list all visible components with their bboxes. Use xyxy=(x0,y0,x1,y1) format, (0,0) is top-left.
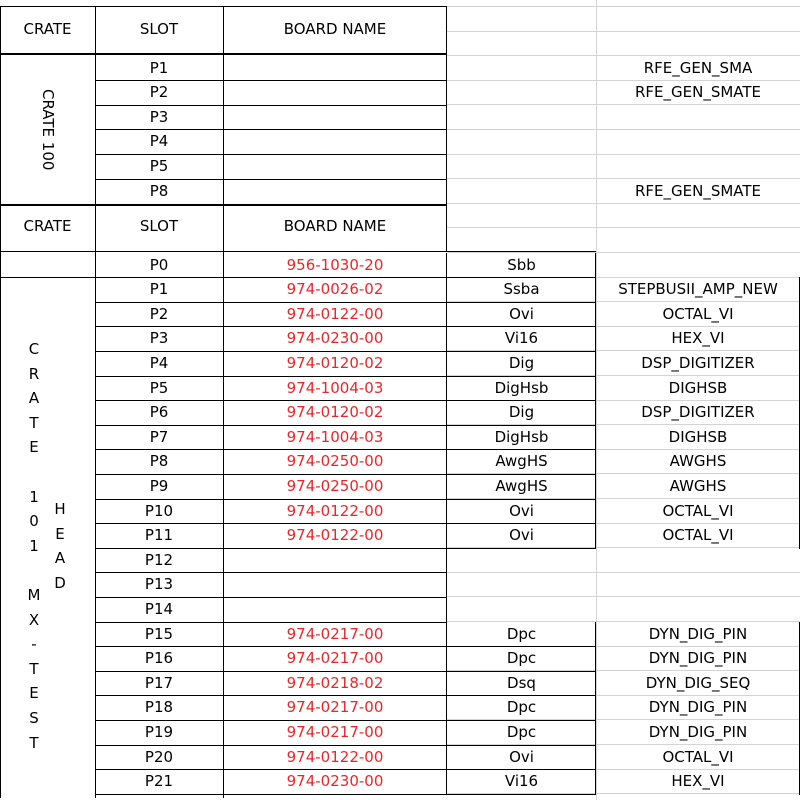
board-type-cell xyxy=(447,56,596,80)
label-char: S xyxy=(29,708,39,727)
board-id-cell xyxy=(596,572,800,596)
board-type-cell: Dpc xyxy=(506,649,537,668)
slot-cell: P3 xyxy=(149,329,169,348)
board-type-cell xyxy=(447,154,596,178)
board-type-cell: Ovi xyxy=(509,526,534,545)
board-type-cell: Ovi xyxy=(509,501,534,520)
slot-cell: P8 xyxy=(149,452,169,471)
board-name-cell: 974-0217-00 xyxy=(286,624,384,643)
board-type-cell xyxy=(447,129,596,153)
label-char: 0 xyxy=(29,512,39,531)
board-type-cell xyxy=(447,572,596,596)
slot-cell: P3 xyxy=(149,107,169,126)
slot-cell: P20 xyxy=(144,747,174,766)
slot-cell: P8 xyxy=(149,181,169,200)
board-name-cell: 974-0217-00 xyxy=(286,722,384,741)
board-type-cell xyxy=(447,548,596,572)
crate-101-label xyxy=(24,337,44,755)
board-name-cell: 974-0230-00 xyxy=(286,329,384,348)
board-id-cell: STEPBUSII_AMP_NEW xyxy=(618,280,778,299)
board-id-cell: HEX_VI xyxy=(671,772,725,791)
board-type-cell: Ovi xyxy=(509,747,534,766)
label-char: E xyxy=(29,438,39,457)
slot-cell: P5 xyxy=(149,156,169,175)
board-id-cell: OCTAL_VI xyxy=(662,747,734,766)
label-char: T xyxy=(29,659,39,678)
label-char: H xyxy=(54,500,66,518)
slot-cell: P14 xyxy=(144,599,174,618)
board-name-cell xyxy=(223,597,447,621)
label-char: M xyxy=(27,585,41,604)
board-type-cell: Ovi xyxy=(509,304,534,323)
slot-cell: P6 xyxy=(149,403,169,422)
label-char xyxy=(24,558,44,583)
board-type-cell: Vi16 xyxy=(504,329,539,348)
slot-cell: P0 xyxy=(149,255,169,274)
border xyxy=(0,252,1,798)
board-name-cell: 974-0122-00 xyxy=(286,747,384,766)
board-type-cell: Sbb xyxy=(507,255,536,274)
board-id-cell: DYN_DIG_PIN xyxy=(648,698,748,717)
header-slot: SLOT xyxy=(139,20,179,38)
board-name-cell xyxy=(223,129,447,153)
board-id-cell: OCTAL_VI xyxy=(662,304,734,323)
head-label xyxy=(50,497,70,595)
board-id-cell: OCTAL_VI xyxy=(662,501,734,520)
board-id-cell: RFE_GEN_SMATE xyxy=(634,181,762,200)
slot-cell: P2 xyxy=(149,83,169,102)
slot-cell: P10 xyxy=(144,501,174,520)
slot-cell: P4 xyxy=(149,353,169,372)
board-type-cell: Ssba xyxy=(503,280,540,299)
board-name-cell: 974-0120-02 xyxy=(286,353,384,372)
label-char: A xyxy=(54,549,66,568)
board-type-cell: Dpc xyxy=(506,722,537,741)
label-char xyxy=(24,460,44,485)
slot-cell: P19 xyxy=(144,722,174,741)
board-id-cell xyxy=(596,253,800,277)
grid-hline xyxy=(447,203,800,204)
board-name-cell: 974-0122-00 xyxy=(286,501,384,520)
label-char: 1 xyxy=(29,487,39,506)
board-type-cell: Dpc xyxy=(506,698,537,717)
grid-hline xyxy=(447,6,800,7)
board-name-cell: 974-0120-02 xyxy=(286,403,384,422)
slot-cell: P16 xyxy=(144,649,174,668)
board-id-cell: DSP_DIGITIZER xyxy=(641,403,755,422)
border xyxy=(0,277,95,278)
board-name-cell: 974-0218-02 xyxy=(286,673,384,692)
board-type-cell: Dig xyxy=(508,403,535,422)
header-crate-2: CRATE xyxy=(23,217,72,235)
slot-cell: P11 xyxy=(144,526,174,545)
slot-cell: P12 xyxy=(144,550,174,569)
label-char: - xyxy=(31,635,37,654)
board-type-cell xyxy=(447,179,596,203)
slot-cell: P1 xyxy=(149,58,169,77)
board-name-cell: 974-0122-00 xyxy=(286,304,384,323)
board-type-cell xyxy=(447,597,596,621)
board-name-cell xyxy=(223,548,447,572)
slot-cell: P18 xyxy=(144,698,174,717)
board-id-cell xyxy=(596,105,800,129)
header-board-name-2: BOARD NAME xyxy=(283,217,387,235)
header-crate: CRATE xyxy=(23,20,72,38)
slot-cell: P5 xyxy=(149,378,169,397)
board-type-cell: DigHsb xyxy=(494,378,549,397)
board-type-cell xyxy=(447,105,596,129)
board-name-cell xyxy=(223,154,447,178)
crate-100-label: CRATE 100 xyxy=(39,89,57,171)
board-name-cell: 974-0217-00 xyxy=(286,649,384,668)
board-name-cell xyxy=(223,56,447,80)
board-name-cell xyxy=(223,572,447,596)
label-char: T xyxy=(29,733,39,752)
board-name-cell: 974-0250-00 xyxy=(286,476,384,495)
board-type-cell: Dig xyxy=(508,353,535,372)
board-name-cell: 974-0026-02 xyxy=(286,280,384,299)
board-type-cell: Vi16 xyxy=(504,772,539,791)
board-name-cell: 974-0122-00 xyxy=(286,526,384,545)
board-type-cell: DigHsb xyxy=(494,427,549,446)
header-slot-2: SLOT xyxy=(139,217,179,235)
board-name-cell: 956-1030-20 xyxy=(286,255,384,274)
board-name-cell: 974-1004-03 xyxy=(286,378,384,397)
label-char: C xyxy=(28,340,40,358)
board-type-cell: AwgHS xyxy=(495,476,548,495)
board-name-cell: 974-1004-03 xyxy=(286,427,384,446)
board-id-cell: DYN_DIG_PIN xyxy=(648,624,748,643)
board-name-cell xyxy=(223,179,447,203)
board-name-cell: 974-0217-00 xyxy=(286,698,384,717)
label-char: A xyxy=(28,389,40,408)
grid-hline xyxy=(447,227,800,228)
board-name-cell: 974-0230-00 xyxy=(286,772,384,791)
label-char: D xyxy=(54,573,66,592)
slot-cell: P2 xyxy=(149,304,169,323)
board-id-cell: RFE_GEN_SMA xyxy=(643,58,753,77)
board-id-cell: DYN_DIG_PIN xyxy=(648,722,748,741)
board-type-cell xyxy=(447,80,596,104)
label-char: T xyxy=(29,413,39,432)
board-id-cell xyxy=(596,597,800,621)
board-id-cell xyxy=(596,129,800,153)
board-name-cell xyxy=(223,105,447,129)
slot-cell: P17 xyxy=(144,673,174,692)
label-char: E xyxy=(29,684,39,703)
board-id-cell: DIGHSB xyxy=(668,378,728,397)
slot-cell: P15 xyxy=(144,624,174,643)
border xyxy=(95,794,596,795)
board-id-cell: DYN_DIG_SEQ xyxy=(645,673,751,692)
grid-hline xyxy=(447,31,800,32)
label-char: 1 xyxy=(29,536,39,555)
board-id-cell: RFE_GEN_SMATE xyxy=(634,83,762,102)
board-id-cell: HEX_VI xyxy=(671,329,725,348)
border xyxy=(0,54,1,203)
slot-cell: P9 xyxy=(149,476,169,495)
board-id-cell: DIGHSB xyxy=(668,427,728,446)
slot-cell: P13 xyxy=(144,575,174,594)
board-type-cell: Dpc xyxy=(506,624,537,643)
board-id-cell: AWGHS xyxy=(669,476,727,495)
slot-cell: P4 xyxy=(149,132,169,151)
board-id-cell xyxy=(596,154,800,178)
board-id-cell: AWGHS xyxy=(669,452,727,471)
label-char: E xyxy=(55,524,65,543)
board-id-cell: DSP_DIGITIZER xyxy=(641,353,755,372)
header-board-name: BOARD NAME xyxy=(283,20,387,38)
slot-cell: P1 xyxy=(149,280,169,299)
slot-cell: P7 xyxy=(149,427,169,446)
board-name-cell: 974-0250-00 xyxy=(286,452,384,471)
label-char: X xyxy=(28,610,40,629)
board-id-cell xyxy=(596,548,800,572)
board-id-cell: DYN_DIG_PIN xyxy=(648,649,748,668)
slot-cell: P21 xyxy=(144,772,174,791)
board-name-cell xyxy=(223,80,447,104)
board-id-cell: OCTAL_VI xyxy=(662,526,734,545)
label-char: R xyxy=(28,364,40,383)
board-type-cell: Dsq xyxy=(507,673,536,692)
board-type-cell: AwgHS xyxy=(495,452,548,471)
